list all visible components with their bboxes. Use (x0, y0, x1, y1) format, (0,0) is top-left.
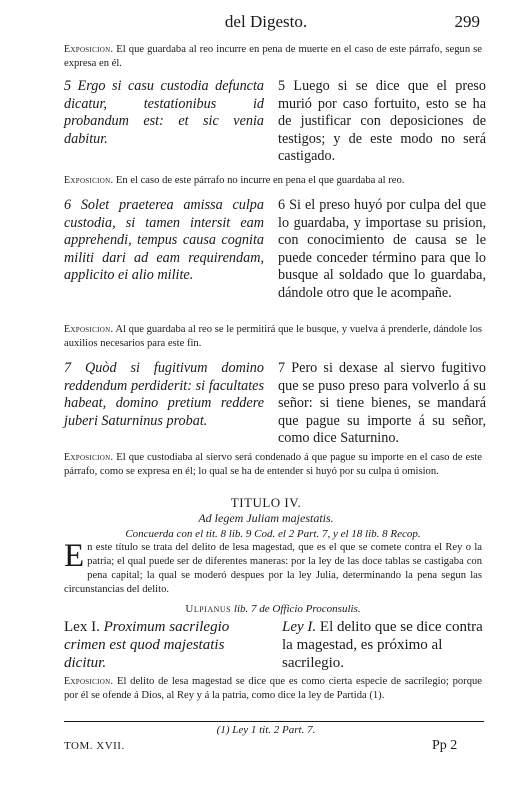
exposicion-2 (64, 174, 482, 188)
exposicion-text: Al que guardaba al reo se le permitirá que le busque, y vuelva á prenderle, dándole los auxilios necesarios para este fin. (64, 324, 482, 349)
footnote: (1) Ley 1 tit. 2 Part. 7. (216, 724, 316, 736)
concordance-line: Concuerda con el tit. 8 lib. 9 Cod. el 2 Part. 7, y el 18 lib. 8 Recop. (125, 528, 421, 540)
exposicion-label: Exposicion. (64, 175, 114, 186)
source-work: lib. 7 de Officio Proconsulis. (231, 603, 361, 615)
intro-text: n este título se trata del delito de lesa magestad, que es el que se comete contra el Rey o la patria; el qual puede ser de diferentes maneras: por la ley de las doce tablas se castigaba con pena capital; la qual se moderó despues por la ley Julia, determinando la pena segun las circunstancias del delito. (64, 542, 482, 595)
ley-label: Ley I. (282, 619, 317, 635)
lex-label: Lex I. (64, 619, 100, 635)
drop-cap: E (64, 538, 85, 574)
exposicion-4 (64, 451, 482, 479)
exposicion-5 (64, 675, 482, 703)
lex-text: Proximum sacrilegio crimen est quod majestatis dicitur. (64, 619, 230, 671)
exposicion-label: Exposicion. (64, 452, 114, 463)
running-title: del Digesto. (224, 12, 308, 31)
latin-paragraph-5: 5 Ergo si casu custodia defuncta dicatur, testationibus id probandum est: et sic venia dabitur. (64, 78, 264, 147)
ulpianus-source (64, 603, 482, 615)
tome-label: TOM. XVII. (64, 740, 125, 752)
exposicion-text: El que custodiaba al siervo será condenado á que pague su importe en el caso de este párrafo, como se expresa en él; lo qual se ha de entender si huyó por su culpa ú omision. (64, 452, 482, 477)
exposicion-3 (64, 323, 482, 351)
ley-1-spanish (282, 618, 487, 672)
exposicion-text: En el caso de este párrafo no incurre en pena el que guardaba al reo. (113, 175, 405, 186)
exposicion-label: Exposicion. (64, 676, 114, 687)
page-number: 299 (454, 12, 480, 31)
titulo-subtitle: Ad legem Juliam majestatis. (198, 511, 334, 525)
ley-text: El delito que se dice contra la magestad, es próximo al sacrilegio. (282, 619, 483, 671)
printer-signature: Pp 2 (432, 738, 458, 753)
exposicion-1 (64, 43, 482, 71)
titulo-intro (64, 538, 482, 597)
exposicion-text: El delito de lesa magestad se dice que es como cierta especie de sacrilegio; porque por él se ofende á Dios, al Rey y á la patria, como dice la ley de Partida (1). (64, 676, 482, 701)
exposicion-text: El que guardaba al reo incurre en pena de muerte en el caso de este párrafo, segun se expresa en él. (64, 44, 482, 69)
spanish-paragraph-6: 6 Si el preso huyó por culpa del que lo guardaba, y importase su prision, con conocimiento de causa se le puede conceder término para que lo busque al soldado que lo guardaba, dándole otro que le acompañe. (278, 197, 486, 301)
source-author: Ulpianus (185, 603, 232, 615)
spanish-paragraph-5: 5 Luego si se dice que el preso murió por caso fortuito, esto se ha de justificar con deposiciones de testigos; y de este modo no será castigado. (278, 78, 486, 164)
exposicion-label: Exposicion. (64, 324, 114, 335)
exposicion-label: Exposicion. (64, 44, 114, 55)
latin-paragraph-7: 7 Quòd si fugitivum domino reddendum perdiderit: si facultates habeat, domino pretium reddere juberi Saturninus probat. (64, 360, 264, 429)
footnote-rule (64, 721, 484, 722)
latin-paragraph-6: 6 Solet praeterea amissa culpa custodia, si tamen intersit eam apprehendi, tempus causa cognita militi dari ad eam requirendam, applicito ei alio milite. (64, 197, 264, 283)
titulo-heading: TITULO IV. (230, 495, 302, 510)
spanish-paragraph-7: 7 Pero si dexase al siervo fugitivo que se puso preso para volverlo á su señor: si tiene bienes, se mandará que pague su importe á su señor, como dice Saturnino. (278, 360, 486, 446)
lex-1-latin (64, 618, 269, 672)
